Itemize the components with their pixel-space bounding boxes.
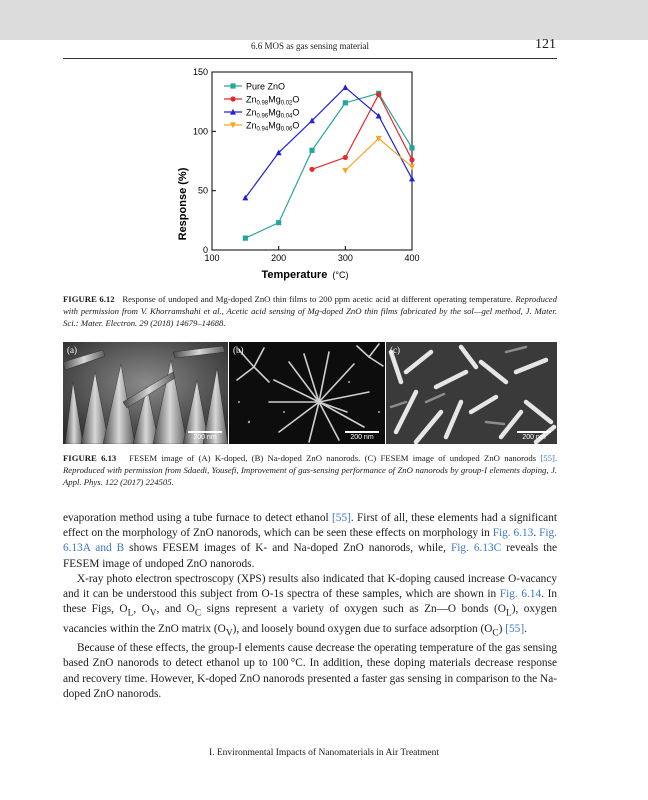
panel-label-a: (a) [67, 345, 77, 355]
data-point [230, 96, 235, 101]
sem-image-k-doped [63, 342, 228, 444]
data-point [230, 83, 235, 88]
page-number: 121 [535, 37, 556, 52]
data-point [243, 236, 248, 241]
sub-ov-2: V [225, 627, 233, 638]
p2-text-e: signs represent a variety of oxygen such as Zn—O bonds (O [201, 603, 506, 616]
figure-6-12-text: Response of undoped and Mg-doped ZnO thin films to 200 ppm acetic acid at different operating temperature. [122, 294, 513, 304]
sem-panel-b [229, 342, 385, 444]
p1-text-a: evaporation method using a tube furnace to detect ethanol [63, 512, 333, 524]
x-axis-label: Temperature [261, 269, 328, 281]
x-tick-label: 200 [271, 253, 287, 263]
figure-6-13-text: FESEM image of (A) K-doped, (B) Na-doped ZnO nanorods. (C) FESEM image of undoped ZnO nanorods [129, 453, 537, 463]
p1-text-d: shows FESEM images of K- and Na-doped ZnO nanorods, while, [124, 542, 451, 555]
x-tick-label: 400 [404, 253, 420, 263]
legend-label: $Zn_{0.96}Mg_{0.04}O$ [246, 107, 300, 120]
figure-6-12-chart [170, 64, 430, 286]
legend-label: Pure ZnO [246, 81, 286, 92]
sub-ol-2: L [505, 608, 512, 619]
legend-label: $Zn_{0.98}Mg_{0.02}O$ [246, 94, 300, 107]
figure-6-12-credit: Reproduced with permission from V. Khorramshahi et al., Acetic acid sensing of Mg-doped ZnO thin films fabricated by the sol—gel method, J. Mater. Sci.: Mater. Electron. 29 (2018) 14679–14688. [63, 294, 558, 328]
paragraph-3: Because of these effects, the group-I elements cause decrease the operating temperature of the gas sensing based ZnO nanorods to detect ethanol up to 100 °C. In addition, these doping materials decrease response and recovery time. However, K-doped ZnO nanorods presented a faster gas sensing in comparison to the Na-doped ZnO nanorods. [63, 642, 557, 700]
p2-text-g: ), and loosely bound oxygen due to surface adsorption (O [232, 622, 493, 635]
panel-label-c: (c) [390, 345, 400, 355]
data-point [409, 164, 415, 170]
sub-oc-1: C [194, 608, 202, 619]
paragraph-2 [63, 572, 557, 641]
sem-panel-a [63, 342, 228, 444]
p2-text-b: . In these Figs, O [63, 588, 557, 616]
figure-6-13-ref[interactable]: [55]. [540, 453, 558, 463]
fig-6-13c-link[interactable]: Fig. 6.13C [450, 542, 502, 555]
sem-image-na-doped [229, 342, 385, 444]
figure-6-13-caption [63, 452, 557, 488]
data-point [343, 100, 348, 105]
running-title: 6.6 MOS as gas sensing material [251, 41, 369, 51]
data-point [343, 155, 348, 160]
data-point [276, 220, 281, 225]
p2-text-i: . [524, 622, 527, 635]
p2-text-c: , O [133, 603, 150, 616]
scale-bar-a [188, 431, 222, 441]
header-rule [63, 58, 557, 59]
figure-6-12-label: FIGURE 6.12 [63, 294, 115, 304]
y-axis-label: Response (%) [177, 167, 189, 241]
y-tick-label: 0 [202, 245, 208, 255]
p1-text-b: . First of all, these elements had a significant effect on the morphology of ZnO nanorods, which can be seen these effects on morphology in [63, 512, 557, 540]
data-point [409, 145, 414, 150]
p2-text-d: , and O [156, 603, 195, 616]
figure-6-12-caption [63, 293, 557, 329]
top-gray-band [0, 0, 648, 40]
p2-text-f: ), oxygen vacancies within the ZnO matrix (O [63, 603, 557, 635]
sub-oc-2: C [492, 627, 499, 638]
data-point [309, 148, 314, 153]
body-text [63, 511, 557, 702]
p1-text-c: . [533, 527, 540, 540]
series-line [345, 138, 412, 170]
fig-6-13ab-link[interactable]: Fig. 6.13A and B [63, 527, 557, 555]
scale-text-b: 200 nm [350, 434, 374, 441]
legend-label: $Zn_{0.94}Mg_{0.06}O$ [246, 120, 300, 133]
panel-label-b: (b) [233, 345, 244, 355]
data-point [342, 84, 348, 90]
x-tick-label: 100 [204, 253, 220, 263]
sub-ol-1: L [127, 608, 134, 619]
footer-text: I. Environmental Impacts of Nanomaterials in Air Treatment [208, 748, 440, 758]
response-chart [170, 64, 430, 286]
ref-55-link[interactable]: [55] [332, 512, 351, 524]
figure-6-13-label: FIGURE 6.13 [63, 453, 117, 463]
paragraph-1 [63, 511, 557, 572]
y-tick-label: 100 [192, 126, 208, 137]
figure-6-13-credit: Reproduced with permission from Sdaedi, Yousefi, Improvement of gas-sensing performance of ZnO nanorods by group-I elements doping, J. Appl. Phys. 122 (2017) 224505. [63, 465, 557, 487]
p1-text-e: reveals the FESEM image of undoped ZnO nanorods. [63, 542, 557, 570]
scale-bar-b [345, 431, 379, 441]
sem-panel-c [386, 342, 557, 444]
data-point [309, 167, 314, 172]
ref-55-link-2[interactable]: [55] [505, 622, 525, 635]
fig-6-13-link[interactable]: Fig. 6.13 [492, 527, 534, 540]
sem-image-undoped [386, 342, 557, 444]
scale-text-c: 200 nm [522, 434, 546, 441]
y-tick-label: 150 [192, 67, 208, 77]
svg-text:Temperature (°C) [262, 269, 349, 281]
sub-ov-1: V [149, 608, 157, 619]
fig-6-14-link[interactable]: Fig. 6.14 [499, 588, 542, 601]
y-tick-label: 50 [197, 185, 208, 196]
scale-text-a: 200 nm [193, 434, 217, 441]
p2-text-h: ) [498, 622, 506, 635]
data-point [409, 157, 414, 162]
p2-text-a: X-ray photo electron spectroscopy (XPS) results also indicated that K-doping caused increase O-vacancy and it can be understood this subject from O-1s spectra of these samples, which are shown in [63, 572, 557, 601]
data-point [376, 92, 381, 97]
data-point [342, 168, 348, 174]
scale-bar-c [517, 431, 551, 441]
x-axis-unit: (°C) [332, 270, 349, 280]
data-point [409, 176, 415, 182]
x-tick-label: 300 [337, 253, 353, 263]
